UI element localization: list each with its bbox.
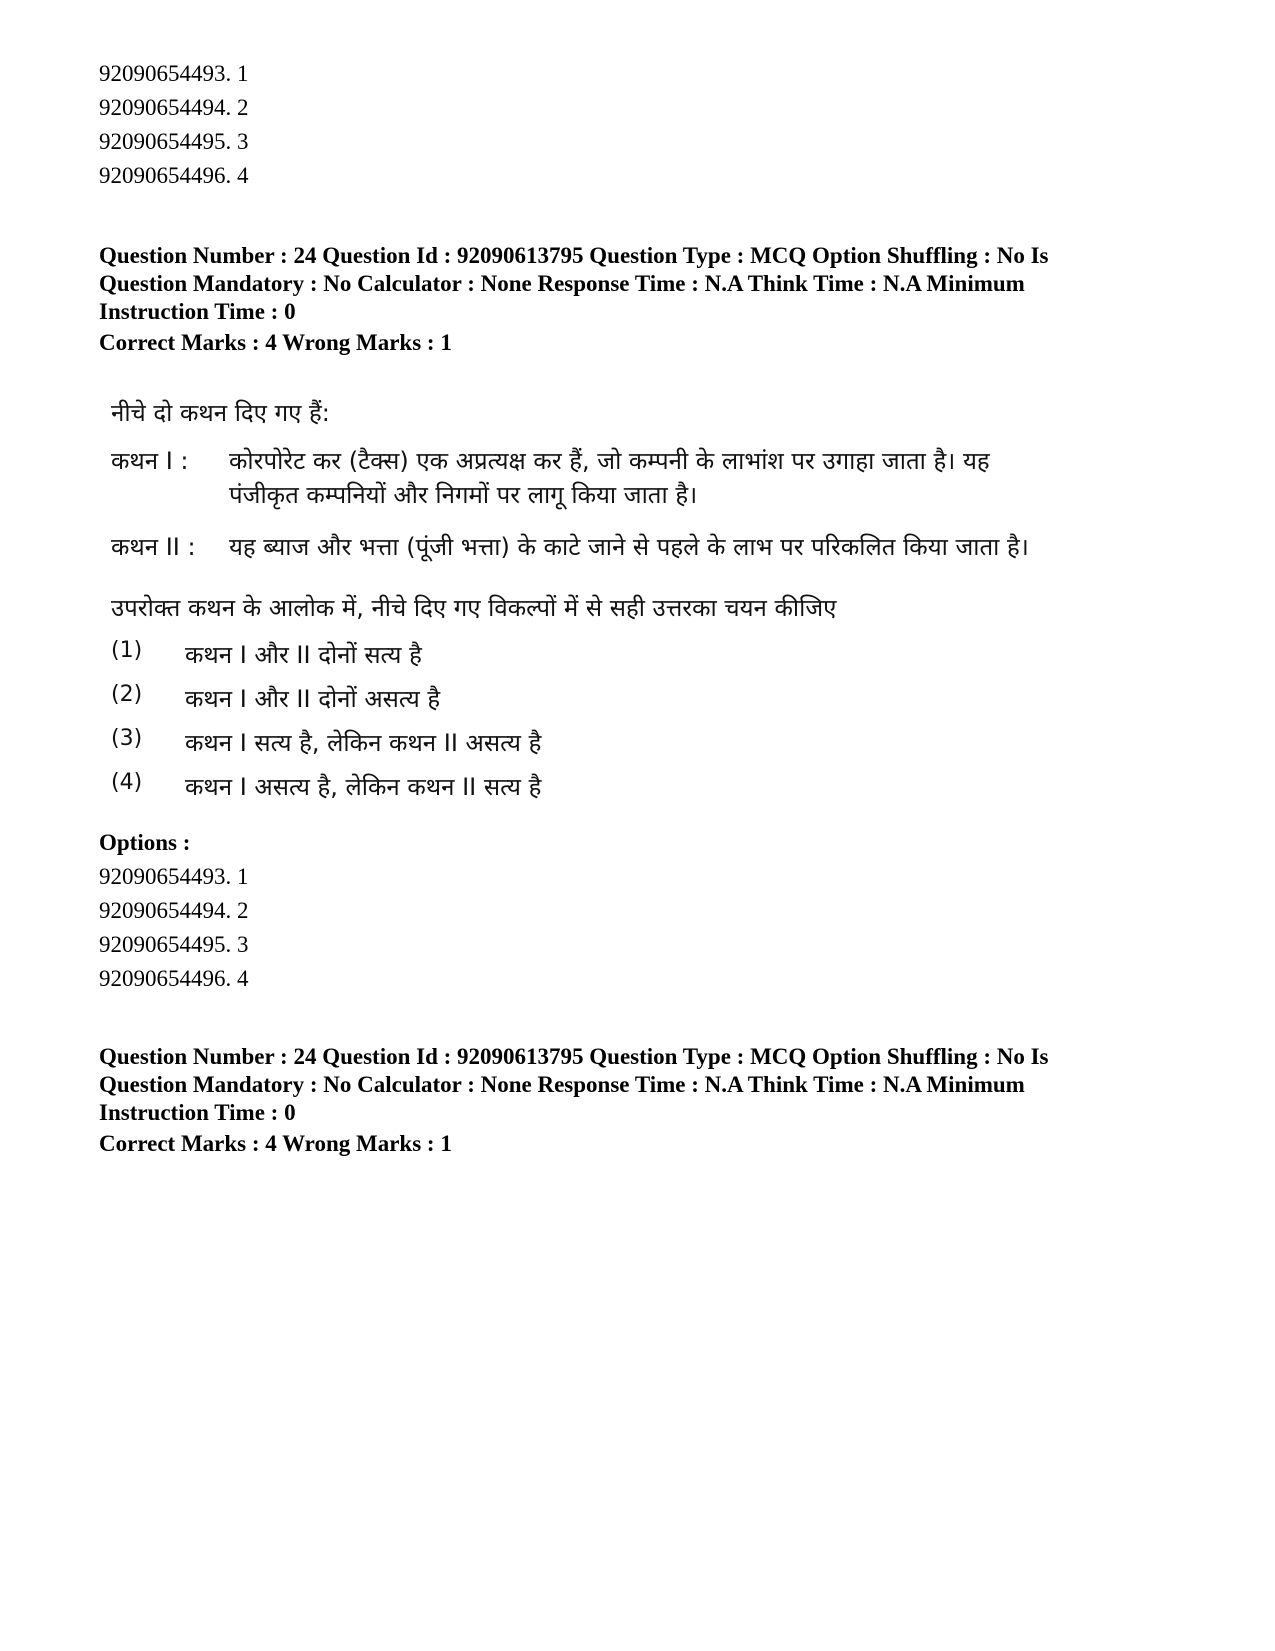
choice-text: कथन I और II दोनों असत्य है: [185, 685, 441, 713]
choice-item: [111, 770, 541, 803]
question-instruction: उपरोक्त कथन के आलोक में, नीचे दिए गए विकल्पों में से सही उत्तरका चयन कीजिए: [111, 594, 837, 622]
top-options-list: [99, 57, 249, 193]
question-meta-block: [99, 242, 1199, 360]
choice-text: कथन I और II दोनों सत्य है: [185, 641, 422, 669]
marks-line: Correct Marks : 4 Wrong Marks : 1: [99, 330, 452, 355]
statement-1: [111, 444, 1221, 512]
option-line: 92090654496. 4: [99, 163, 249, 188]
option-line: 92090654495. 3: [99, 932, 249, 957]
choice-item: [111, 726, 541, 759]
statement-2-text: यह ब्याज और भत्ता (पूंजी भत्ता) के काटे जाने से पहले के लाभ पर परिकलित किया जाता है।: [229, 533, 1029, 561]
option-line: 92090654494. 2: [99, 898, 249, 923]
question-meta-block: [99, 1043, 1199, 1161]
option-line: 92090654494. 2: [99, 95, 249, 120]
choice-number: (1): [111, 638, 143, 663]
question-meta-line: Question Number : 24 Question Id : 92090613795 Question Type : MCQ Option Shuffling : No Is: [99, 243, 1049, 268]
marks-line: Correct Marks : 4 Wrong Marks : 1: [99, 1131, 452, 1156]
statement-2: [111, 530, 1221, 564]
statement-2-label: कथन II :: [111, 533, 196, 561]
options-section: [99, 826, 249, 996]
choice-text: कथन I सत्य है, लेकिन कथन II असत्य है: [185, 729, 542, 757]
choice-number: (2): [111, 682, 143, 707]
statement-1-line: कोरपोरेट कर (टैक्स) एक अप्रत्यक्ष कर हैं, जो कम्पनी के लाभांश पर उगाहा जाता है। यह: [229, 447, 990, 475]
statement-1-line: पंजीकृत कम्पनियों और निगमों पर लागू किया जाता है।: [229, 481, 698, 509]
options-label: Options :: [99, 830, 191, 855]
question-meta-line: Instruction Time : 0: [99, 1100, 296, 1125]
statement-1-label: कथन I :: [111, 447, 189, 475]
option-line: 92090654493. 1: [99, 864, 249, 889]
option-line: 92090654493. 1: [99, 61, 249, 86]
question-meta-line: Question Number : 24 Question Id : 92090613795 Question Type : MCQ Option Shuffling : No Is: [99, 1044, 1049, 1069]
statement-1-text: [229, 444, 1221, 512]
choice-item: [111, 682, 440, 715]
question-meta-line: Question Mandatory : No Calculator : None Response Time : N.A Think Time : N.A Minimum: [99, 1072, 1025, 1097]
choice-number: (3): [111, 726, 143, 751]
option-line: 92090654496. 4: [99, 966, 249, 991]
question-meta-line: Question Mandatory : No Calculator : None Response Time : N.A Think Time : N.A Minimum: [99, 271, 1025, 296]
choice-number: (4): [111, 770, 143, 795]
question-meta-line: Instruction Time : 0: [99, 299, 296, 324]
question-intro: नीचे दो कथन दिए गए हैं:: [111, 399, 330, 427]
choice-text: कथन I असत्य है, लेकिन कथन II सत्य है: [185, 773, 542, 801]
option-line: 92090654495. 3: [99, 129, 249, 154]
choice-item: [111, 638, 422, 671]
